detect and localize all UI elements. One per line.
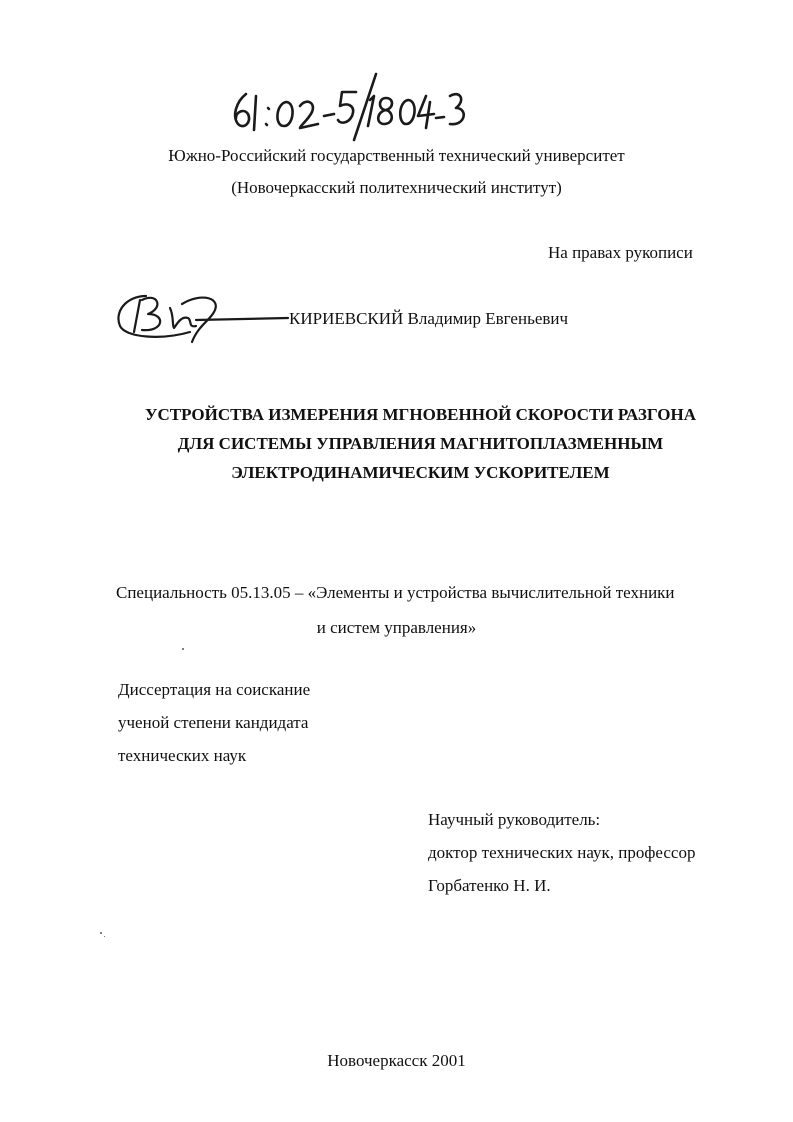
author-name: КИРИЕВСКИЙ Владимир Евгеньевич xyxy=(289,309,569,328)
thesis-title-line-3: ЭЛЕКТРОДИНАМИЧЕСКИМ УСКОРИТЕЛЕМ xyxy=(231,463,610,482)
degree-line-1: Диссертация на соискание xyxy=(118,680,311,699)
institution-name: Южно-Российский государственный технический университет xyxy=(168,146,625,165)
thesis-title-line-1: УСТРОЙСТВА ИЗМЕРЕНИЯ МГНОВЕННОЙ СКОРОСТИ РАЗГОНА xyxy=(145,405,696,424)
city-year: Новочеркасск 2001 xyxy=(327,1051,466,1070)
institution-former-name: (Новочеркасский политехнический институт) xyxy=(231,178,562,197)
thesis-title-line-2: ДЛЯ СИСТЕМЫ УПРАВЛЕНИЯ МАГНИТОПЛАЗМЕННЫМ xyxy=(177,434,664,453)
handwritten-archive-code xyxy=(228,72,478,142)
degree-line-3: технических наук xyxy=(118,746,247,765)
advisor-credentials: доктор технических наук, профессор xyxy=(428,843,696,862)
scan-speck xyxy=(100,932,102,934)
degree-line-2: ученой степени кандидата xyxy=(118,713,309,732)
author-signature xyxy=(112,286,292,348)
specialty-line-2: и систем управления» xyxy=(316,618,477,637)
scan-speck xyxy=(104,936,105,937)
specialty-line-1: Специальность 05.13.05 – «Элементы и устройства вычислительной техники xyxy=(116,583,675,602)
advisor-name: Горбатенко Н. И. xyxy=(428,876,551,895)
manuscript-note: На правах рукописи xyxy=(548,243,693,262)
scan-speck xyxy=(182,648,184,650)
advisor-label: Научный руководитель: xyxy=(428,810,601,829)
